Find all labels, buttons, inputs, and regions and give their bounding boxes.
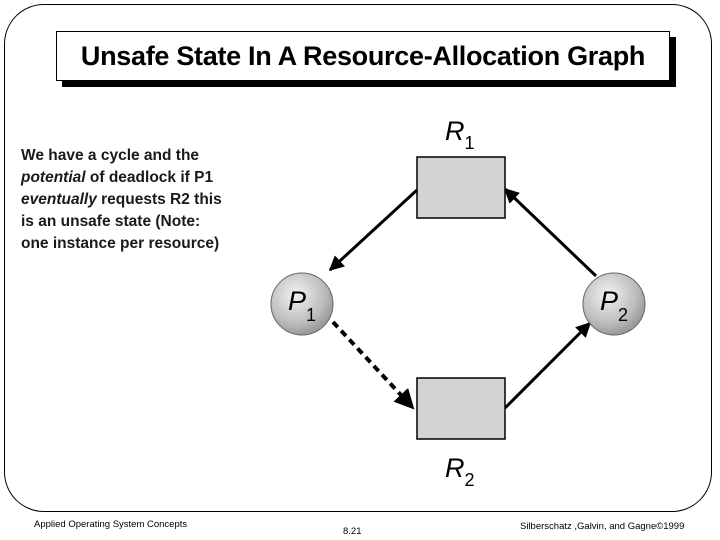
resource-r1-box — [417, 157, 505, 218]
edge-p1-to-r2-claim — [333, 322, 413, 408]
note-line-5: one instance per resource) — [21, 235, 220, 252]
edge-r1-to-p1 — [330, 190, 417, 270]
note-line-1: We have a cycle and the — [21, 147, 200, 164]
note-potential: potential — [21, 169, 86, 186]
resource-r2-box — [417, 378, 505, 439]
footer-authors: Silberschatz ,Galvin, and Gagne©1999 — [520, 521, 685, 532]
footer-book-title: Applied Operating System Concepts — [34, 519, 188, 530]
note-line-3-rest: requests R2 this — [96, 191, 222, 208]
label-r1-sub: 1 — [464, 133, 475, 153]
note-line-2-rest: of deadlock if P1 — [85, 169, 214, 186]
edge-p2-to-r1 — [505, 189, 596, 276]
label-r1 — [445, 116, 475, 153]
label-r2 — [445, 453, 475, 490]
label-p1-sub: 1 — [306, 305, 317, 325]
note-line-4: is an unsafe state (Note: — [21, 213, 201, 230]
footer-page-number: 8.21 — [343, 526, 362, 537]
label-p1-letter: P — [288, 286, 307, 316]
label-p2-sub: 2 — [618, 305, 629, 325]
slide-title: Unsafe State In A Resource-Allocation Graph — [80, 40, 646, 71]
label-r2-sub: 2 — [464, 470, 475, 490]
label-r1-letter: R — [445, 116, 465, 146]
edge-r2-to-p2 — [505, 323, 590, 408]
label-r2-letter: R — [445, 453, 465, 483]
note-eventually: eventually — [21, 191, 97, 208]
label-p2-letter: P — [600, 286, 619, 316]
